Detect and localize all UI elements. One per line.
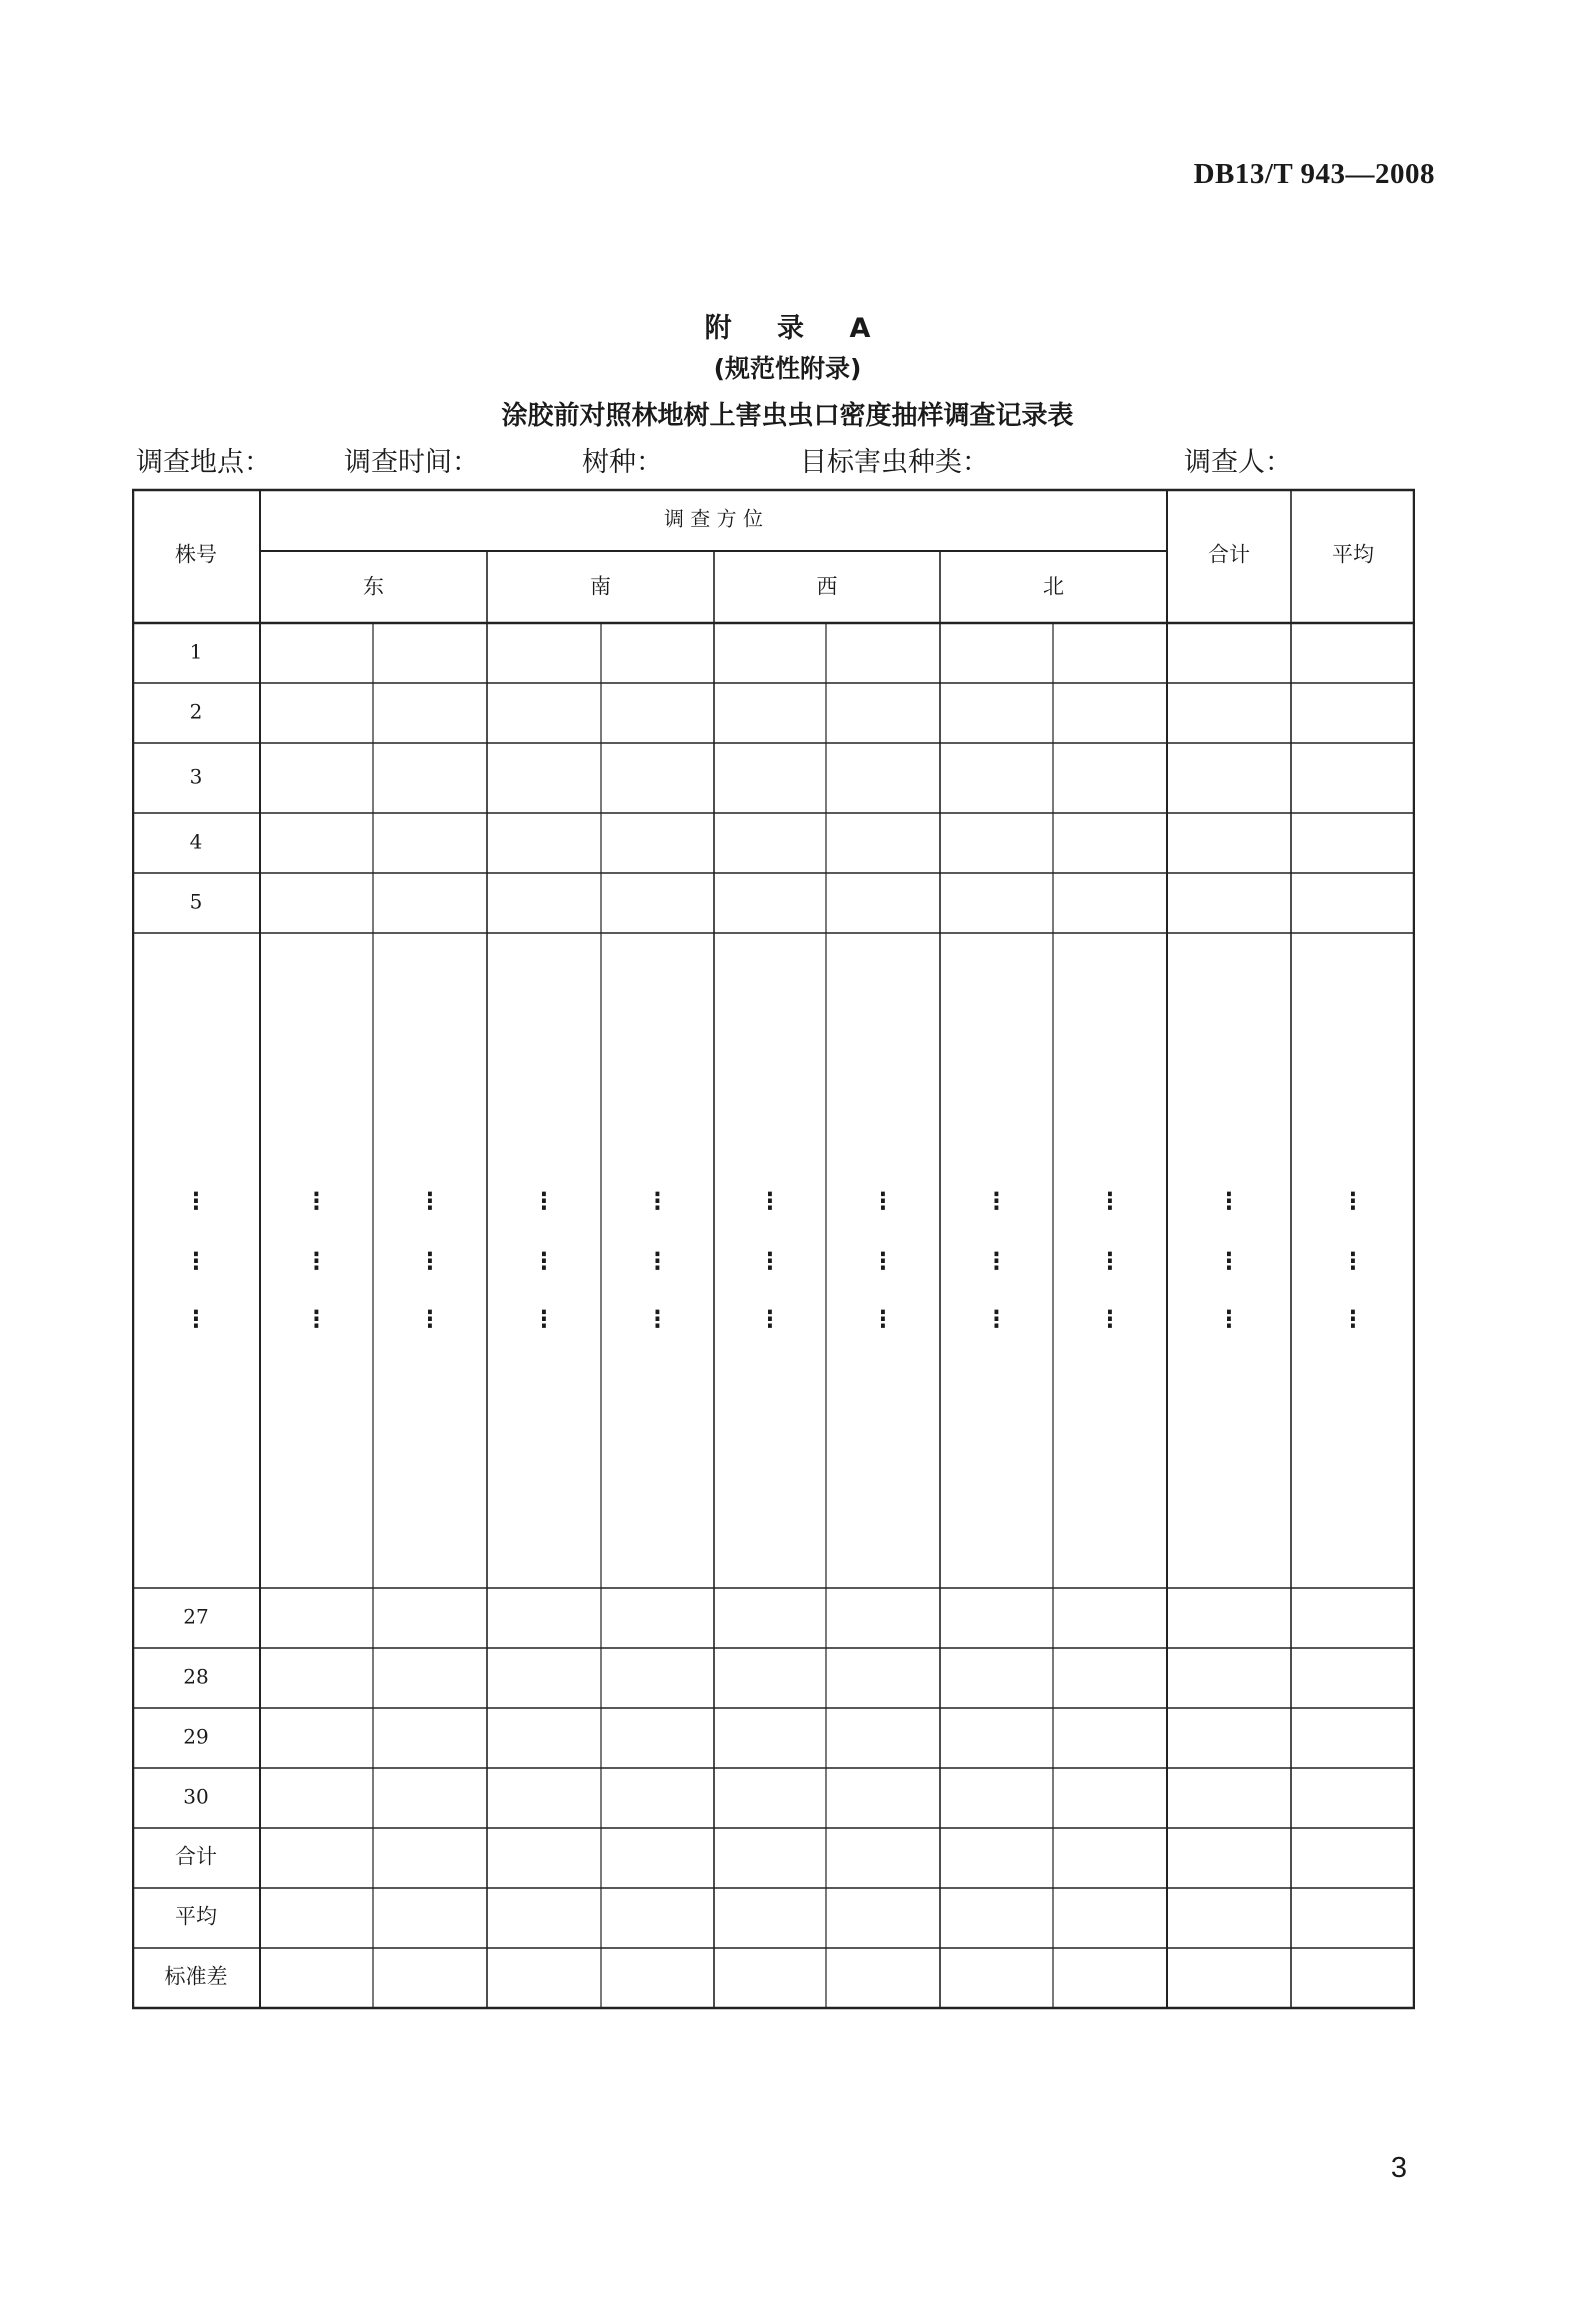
header-direction-0: 东	[363, 574, 384, 599]
survey-record-table	[132, 488, 1415, 2012]
ellipsis-mark: ⁝	[765, 1244, 775, 1278]
ellipsis-mark: ⁝	[1105, 1244, 1115, 1278]
survey-time-label: 调查时间：	[344, 447, 479, 478]
row-label-4: 合计	[175, 1844, 217, 1869]
ellipsis-mark: ⁝	[1224, 1244, 1234, 1278]
row-label-5: 5	[189, 889, 203, 914]
ellipsis-mark: ⁝	[539, 1184, 549, 1218]
ellipsis-mark: ⁝	[653, 1302, 662, 1336]
ellipsis-mark: ⁝	[191, 1302, 201, 1336]
row-label-2: 29	[183, 1724, 209, 1749]
row-label-0: 27	[183, 1604, 209, 1629]
header-tree-no: 株号	[175, 542, 217, 567]
ellipsis-mark: ⁝	[1348, 1244, 1358, 1278]
header-direction-1: 南	[590, 574, 611, 599]
ellipsis-mark: ⁝	[992, 1302, 1001, 1336]
row-label-5: 平均	[175, 1904, 217, 1929]
row-label-2: 2	[189, 699, 203, 724]
header-average: 平均	[1332, 542, 1374, 567]
ellipsis-mark: ⁝	[653, 1184, 662, 1218]
ellipsis-mark: ⁝	[312, 1302, 321, 1336]
row-label-3: 3	[189, 764, 203, 789]
ellipsis-mark: ⁝	[312, 1184, 321, 1218]
ellipsis-mark: ⁝	[1224, 1184, 1234, 1218]
ellipsis-mark: ⁝	[425, 1244, 435, 1278]
ellipsis-mark: ⁝	[653, 1244, 662, 1278]
ellipsis-mark: ⁝	[312, 1244, 321, 1278]
row-label-3: 30	[183, 1784, 209, 1809]
row-label-1: 28	[183, 1664, 209, 1689]
document-code: DB13/T 943—2008	[1193, 158, 1435, 190]
appendix-title: 附 录 A	[704, 313, 889, 344]
ellipsis-mark: ⁝	[878, 1184, 888, 1218]
ellipsis-mark: ⁝	[1105, 1302, 1115, 1336]
ellipsis-mark: ⁝	[992, 1184, 1001, 1218]
row-label-4: 4	[189, 829, 203, 854]
ellipsis-mark: ⁝	[878, 1244, 888, 1278]
target-pest-label: 目标害虫种类：	[800, 447, 989, 478]
ellipsis-mark: ⁝	[191, 1244, 201, 1278]
ellipsis-mark: ⁝	[539, 1244, 549, 1278]
ellipsis-mark: ⁝	[1105, 1184, 1115, 1218]
ellipsis-mark: ⁝	[992, 1244, 1001, 1278]
ellipsis-mark: ⁝	[765, 1184, 775, 1218]
header-direction-group: 调 查 方 位	[663, 506, 764, 531]
table-title: 涂胶前对照林地树上害虫虫口密度抽样调查记录表	[501, 401, 1074, 431]
ellipsis-mark: ⁝	[539, 1302, 549, 1336]
appendix-type: (规范性附录)	[713, 354, 862, 383]
ellipsis-mark: ⁝	[765, 1302, 775, 1336]
header-total: 合计	[1208, 542, 1250, 567]
ellipsis-mark: ⁝	[1348, 1184, 1358, 1218]
row-label-6: 标准差	[164, 1964, 228, 1989]
ellipsis-mark: ⁝	[425, 1184, 435, 1218]
tree-species-label: 树种：	[582, 447, 663, 478]
ellipsis-mark: ⁝	[425, 1302, 435, 1336]
ellipsis-mark: ⁝	[878, 1302, 888, 1336]
ellipsis-mark: ⁝	[1224, 1302, 1234, 1336]
survey-location-label: 调查地点：	[136, 447, 271, 478]
header-direction-2: 西	[816, 574, 838, 599]
row-label-1: 1	[189, 639, 203, 664]
ellipsis-mark: ⁝	[191, 1184, 201, 1218]
surveyor-label: 调查人：	[1184, 447, 1292, 478]
page-number: 3	[1390, 2152, 1407, 2184]
header-direction-3: 北	[1043, 574, 1064, 599]
ellipsis-mark: ⁝	[1348, 1302, 1358, 1336]
